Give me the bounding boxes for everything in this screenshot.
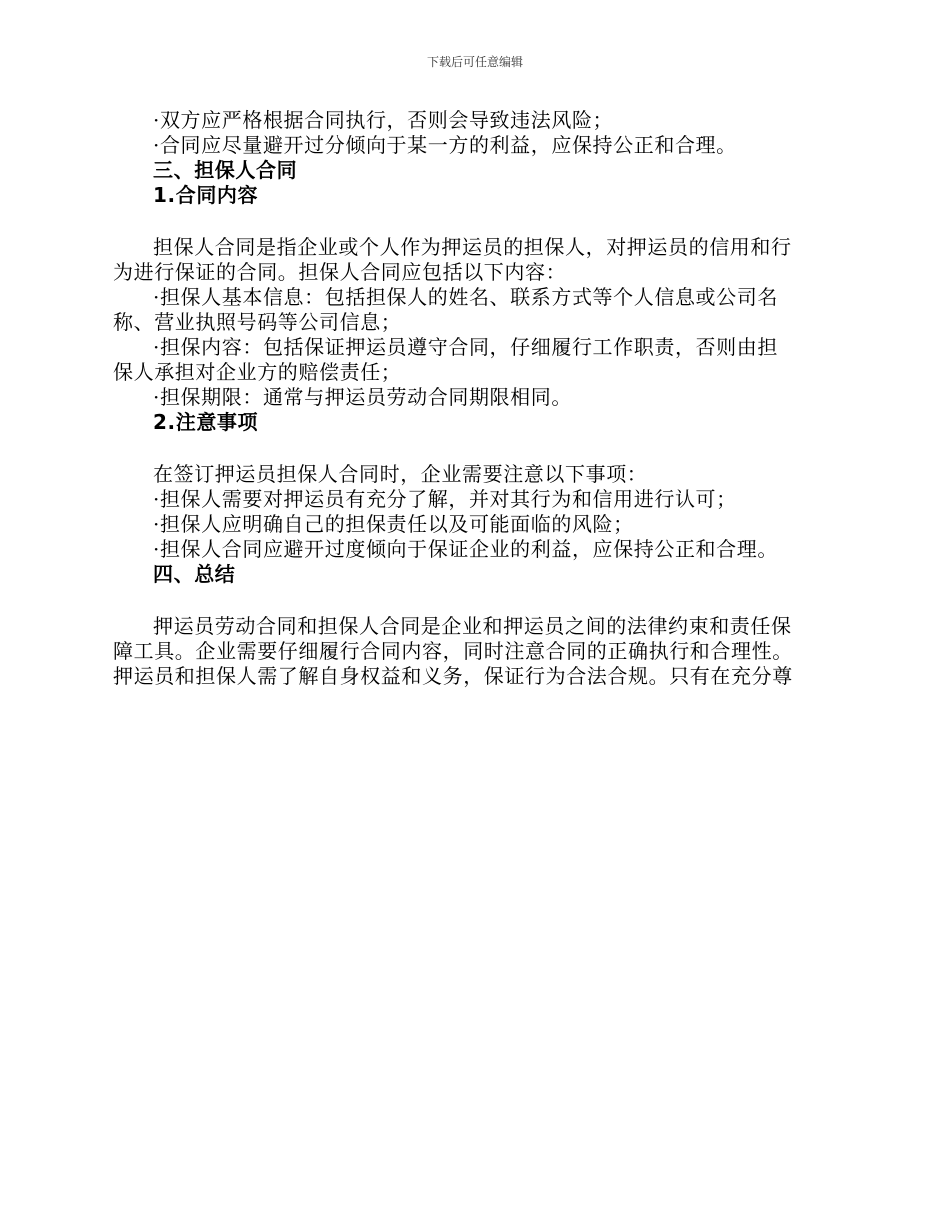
paragraph-line: 押运员和担保人需了解自身权益和义务，保证行为合法合规。只有在充分尊 [113, 664, 793, 688]
paragraph-line: ·担保人基本信息：包括担保人的姓名、联系方式等个人信息或公司名 [153, 285, 778, 309]
section-heading: 四、总结 [153, 562, 236, 586]
bullet-paragraph: ·担保期限：通常与押运员劳动合同期限相同。 [153, 385, 572, 409]
paragraph-line: 称、营业执照号码等公司信息； [113, 310, 402, 334]
paragraph-line: ·担保内容：包括保证押运员遵守合同，仔细履行工作职责，否则由担 [153, 335, 778, 359]
paragraph-continuation [113, 639, 829, 664]
paragraph-line: 为进行保证的合同。担保人合同应包括以下内容： [113, 260, 567, 284]
paragraph [113, 614, 829, 639]
bullet-paragraph: ·担保人应明确自己的担保责任以及可能面临的风险； [153, 512, 634, 536]
page-header: 下载后可任意编辑 [426, 55, 523, 69]
paragraph: 在签订押运员担保人合同时，企业需要注意以下事项： [153, 462, 648, 486]
paragraph-continuation [113, 360, 829, 385]
paragraph-line: 障工具。企业需要仔细履行合同内容，同时注意合同的正确执行和合理性。 [113, 639, 793, 663]
paragraph-line: 保人承担对企业方的赔偿责任； [113, 360, 402, 384]
bullet-paragraph [113, 285, 829, 310]
bullet-paragraph: ·担保人合同应避开过度倾向于保证企业的利益，应保持公正和合理。 [153, 537, 778, 561]
paragraph-continuation [113, 310, 829, 335]
bullet-paragraph: ·合同应尽量避开过分倾向于某一方的利益，应保持公正和合理。 [153, 133, 737, 157]
subsection-heading: 2.注意事项 [153, 410, 259, 434]
paragraph-continuation [113, 260, 829, 285]
paragraph-line: 担保人合同是指企业或个人作为押运员的担保人，对押运员的信用和行 [153, 235, 792, 259]
bullet-paragraph: ·担保人需要对押运员有充分了解，并对其行为和信用进行认可； [153, 487, 737, 511]
bullet-paragraph [113, 335, 829, 360]
subsection-heading: 1.合同内容 [153, 183, 259, 207]
document-body [113, 108, 829, 689]
section-heading: 三、担保人合同 [153, 158, 298, 182]
bullet-paragraph: ·双方应严格根据合同执行，否则会导致违法风险； [153, 108, 614, 132]
paragraph-continuation [113, 664, 829, 689]
paragraph-line: 押运员劳动合同和担保人合同是企业和押运员之间的法律约束和责任保 [153, 614, 792, 638]
paragraph [113, 235, 829, 260]
